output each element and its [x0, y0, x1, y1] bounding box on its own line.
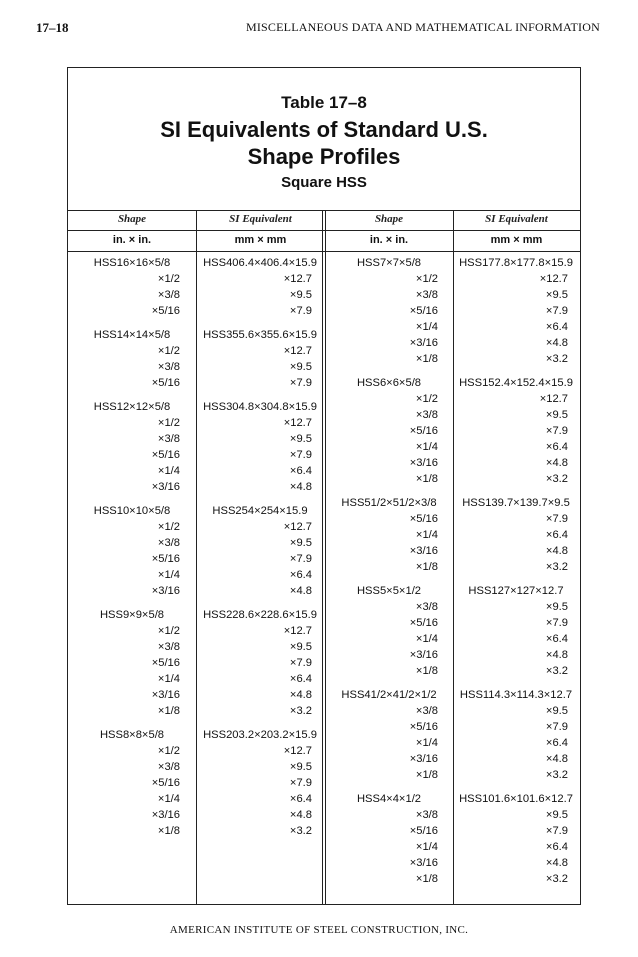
- shape-cell: ×5/16: [151, 305, 180, 317]
- si-cell: HSS228.6×228.6×15.9: [203, 609, 317, 621]
- shape-cell: ×3/16: [409, 337, 438, 349]
- si-cell: ×6.4: [545, 633, 568, 645]
- col-header-si-right: SI Equivalent: [485, 213, 548, 225]
- table-title-box: [68, 68, 580, 211]
- shape-cell: ×1/2: [157, 273, 180, 285]
- shape-cell: ×3/8: [157, 761, 180, 773]
- shape-cell: ×1/8: [157, 825, 180, 837]
- si-cell: HSS101.6×101.6×12.7: [459, 793, 573, 805]
- si-cell: ×4.8: [289, 481, 312, 493]
- si-cell: ×12.7: [283, 521, 312, 533]
- shape-cell: ×5/16: [151, 449, 180, 461]
- si-cell: ×12.7: [283, 745, 312, 757]
- si-cell: ×6.4: [545, 529, 568, 541]
- shape-cell: ×1/4: [415, 633, 438, 645]
- shape-cell: ×1/2: [415, 273, 438, 285]
- si-cell: ×7.9: [289, 553, 312, 565]
- shape-cell: ×5/16: [151, 657, 180, 669]
- si-cell: ×7.9: [289, 449, 312, 461]
- shape-cell: ×1/2: [157, 345, 180, 357]
- si-cell: ×9.5: [545, 289, 568, 301]
- shape-cell: ×1/8: [415, 473, 438, 485]
- center-rule-b: [325, 211, 326, 904]
- page-number: 17–18: [36, 20, 69, 35]
- shape-cell: ×3/16: [151, 585, 180, 597]
- shape-cell: ×1/8: [415, 353, 438, 365]
- shape-cell: ×1/4: [157, 673, 180, 685]
- shape-cell: HSS5×5×1/2: [356, 585, 422, 597]
- shape-cell: ×1/8: [415, 769, 438, 781]
- si-cell: HSS203.2×203.2×15.9: [203, 729, 317, 741]
- shape-cell: ×1/4: [415, 441, 438, 453]
- table-title-line2: Shape Profiles: [247, 144, 401, 169]
- table-frame: [67, 67, 581, 905]
- si-cell: ×9.5: [289, 641, 312, 653]
- col-header-si-left: SI Equivalent: [229, 213, 292, 225]
- page-footer: AMERICAN INSTITUTE OF STEEL CONSTRUCTION, INC.: [169, 924, 469, 936]
- shape-cell: ×3/8: [415, 289, 438, 301]
- units-divider: [68, 251, 580, 252]
- shape-cell: ×1/4: [415, 321, 438, 333]
- si-cell: HSS304.8×304.8×15.9: [203, 401, 317, 413]
- shape-cell: ×1/4: [415, 737, 438, 749]
- column-rule: [196, 211, 197, 904]
- shape-cell: ×1/4: [415, 529, 438, 541]
- shape-cell: HSS12×12×5/8: [93, 401, 171, 413]
- shape-cell: ×3/16: [409, 649, 438, 661]
- si-cell: ×3.2: [289, 705, 312, 717]
- shape-cell: HSS7×7×5/8: [356, 257, 422, 269]
- si-cell: ×9.5: [545, 409, 568, 421]
- shape-cell: HSS4×4×1/2: [356, 793, 422, 805]
- si-cell: ×4.8: [289, 689, 312, 701]
- column-rule: [453, 211, 454, 904]
- si-cell: ×7.9: [545, 825, 568, 837]
- shape-cell: ×1/4: [157, 569, 180, 581]
- shape-cell: ×1/8: [415, 561, 438, 573]
- center-rule-a: [322, 211, 323, 904]
- si-cell: ×7.9: [289, 657, 312, 669]
- shape-cell: ×5/16: [409, 721, 438, 733]
- shape-cell: ×1/4: [415, 841, 438, 853]
- shape-cell: ×5/16: [151, 553, 180, 565]
- si-cell: HSS406.4×406.4×15.9: [203, 257, 317, 269]
- shape-cell: ×3/16: [151, 809, 180, 821]
- header-divider: [68, 230, 580, 231]
- si-cell: HSS254×254×15.9: [212, 505, 308, 517]
- si-cell: ×7.9: [545, 513, 568, 525]
- shape-cell: ×5/16: [409, 305, 438, 317]
- shape-cell: ×1/2: [157, 745, 180, 757]
- shape-cell: ×3/8: [415, 705, 438, 717]
- shape-cell: ×3/8: [157, 537, 180, 549]
- shape-cell: ×5/16: [409, 617, 438, 629]
- si-cell: ×7.9: [289, 305, 312, 317]
- si-cell: ×9.5: [289, 433, 312, 445]
- si-cell: ×9.5: [545, 809, 568, 821]
- si-cell: ×4.8: [545, 545, 568, 557]
- shape-cell: ×1/2: [157, 625, 180, 637]
- shape-cell: ×3/8: [415, 409, 438, 421]
- si-cell: ×12.7: [283, 417, 312, 429]
- si-cell: ×9.5: [289, 289, 312, 301]
- shape-cell: ×3/8: [157, 433, 180, 445]
- si-cell: ×4.8: [545, 337, 568, 349]
- shape-cell: ×3/16: [409, 753, 438, 765]
- shape-cell: HSS41/2×41/2×1/2: [341, 689, 437, 701]
- si-cell: ×6.4: [545, 737, 568, 749]
- si-cell: ×12.7: [539, 393, 568, 405]
- si-cell: HSS127×127×12.7: [468, 585, 564, 597]
- si-cell: ×12.7: [539, 273, 568, 285]
- si-cell: ×6.4: [289, 569, 312, 581]
- si-cell: ×3.2: [545, 665, 568, 677]
- si-cell: ×9.5: [545, 705, 568, 717]
- table-title-line1: SI Equivalents of Standard U.S.: [160, 117, 488, 142]
- si-cell: ×7.9: [289, 377, 312, 389]
- si-cell: ×6.4: [289, 793, 312, 805]
- si-cell: ×9.5: [289, 761, 312, 773]
- si-cell: ×3.2: [545, 353, 568, 365]
- si-cell: ×6.4: [289, 673, 312, 685]
- shape-cell: ×1/8: [157, 705, 180, 717]
- table-subtitle: Square HSS: [281, 174, 367, 191]
- shape-cell: ×3/16: [151, 481, 180, 493]
- shape-cell: ×3/16: [151, 689, 180, 701]
- shape-cell: ×3/8: [157, 361, 180, 373]
- si-cell: ×6.4: [545, 841, 568, 853]
- si-cell: ×12.7: [283, 273, 312, 285]
- si-cell: HSS152.4×152.4×15.9: [459, 377, 573, 389]
- shape-cell: ×3/8: [157, 641, 180, 653]
- shape-cell: ×3/8: [415, 601, 438, 613]
- shape-cell: HSS9×9×5/8: [99, 609, 165, 621]
- col-header-shape-left: Shape: [117, 213, 147, 225]
- shape-cell: HSS51/2×51/2×3/8: [341, 497, 437, 509]
- si-cell: ×3.2: [545, 473, 568, 485]
- unit-header-mm-left: mm × mm: [234, 234, 287, 246]
- si-cell: ×6.4: [545, 441, 568, 453]
- shape-cell: ×5/16: [409, 513, 438, 525]
- si-cell: ×6.4: [545, 321, 568, 333]
- si-cell: ×7.9: [545, 617, 568, 629]
- si-cell: ×7.9: [289, 777, 312, 789]
- shape-cell: ×1/2: [415, 393, 438, 405]
- shape-cell: ×1/8: [415, 665, 438, 677]
- si-cell: HSS114.3×114.3×12.7: [459, 689, 573, 701]
- si-cell: ×9.5: [545, 601, 568, 613]
- shape-cell: ×5/16: [151, 777, 180, 789]
- si-cell: ×3.2: [289, 825, 312, 837]
- shape-cell: ×3/8: [415, 809, 438, 821]
- shape-cell: HSS10×10×5/8: [93, 505, 171, 517]
- shape-cell: ×3/16: [409, 857, 438, 869]
- unit-header-mm-right: mm × mm: [490, 234, 543, 246]
- shape-cell: ×1/4: [157, 465, 180, 477]
- unit-header-in-left: in. × in.: [112, 234, 152, 246]
- si-cell: ×4.8: [545, 753, 568, 765]
- shape-cell: HSS16×16×5/8: [93, 257, 171, 269]
- shape-cell: ×1/2: [157, 521, 180, 533]
- col-header-shape-right: Shape: [374, 213, 404, 225]
- si-cell: ×7.9: [545, 425, 568, 437]
- table-label: Table 17–8: [281, 93, 367, 112]
- si-cell: ×4.8: [289, 809, 312, 821]
- si-cell: ×9.5: [289, 537, 312, 549]
- shape-cell: ×3/16: [409, 457, 438, 469]
- si-cell: ×6.4: [289, 465, 312, 477]
- si-cell: ×4.8: [289, 585, 312, 597]
- shape-cell: ×5/16: [151, 377, 180, 389]
- si-cell: ×7.9: [545, 305, 568, 317]
- shape-cell: HSS14×14×5/8: [93, 329, 171, 341]
- shape-cell: ×5/16: [409, 825, 438, 837]
- si-cell: ×9.5: [289, 361, 312, 373]
- shape-cell: HSS6×6×5/8: [356, 377, 422, 389]
- si-cell: ×12.7: [283, 625, 312, 637]
- shape-cell: ×1/8: [415, 873, 438, 885]
- shape-cell: ×3/8: [157, 289, 180, 301]
- si-cell: ×3.2: [545, 873, 568, 885]
- shape-cell: ×3/16: [409, 545, 438, 557]
- si-cell: ×4.8: [545, 457, 568, 469]
- shape-cell: ×1/2: [157, 417, 180, 429]
- si-cell: HSS139.7×139.7×9.5: [462, 497, 570, 509]
- si-cell: ×4.8: [545, 649, 568, 661]
- si-cell: ×4.8: [545, 857, 568, 869]
- si-cell: HSS177.8×177.8×15.9: [459, 257, 573, 269]
- si-cell: ×7.9: [545, 721, 568, 733]
- shape-cell: ×5/16: [409, 425, 438, 437]
- si-cell: ×3.2: [545, 561, 568, 573]
- shape-cell: ×1/4: [157, 793, 180, 805]
- si-cell: ×12.7: [283, 345, 312, 357]
- section-title: MISCELLANEOUS DATA AND MATHEMATICAL INFORMATION: [245, 20, 600, 34]
- table-title: [68, 116, 580, 170]
- shape-cell: HSS8×8×5/8: [99, 729, 165, 741]
- unit-header-in-right: in. × in.: [369, 234, 409, 246]
- si-cell: ×3.2: [545, 769, 568, 781]
- si-cell: HSS355.6×355.6×15.9: [203, 329, 317, 341]
